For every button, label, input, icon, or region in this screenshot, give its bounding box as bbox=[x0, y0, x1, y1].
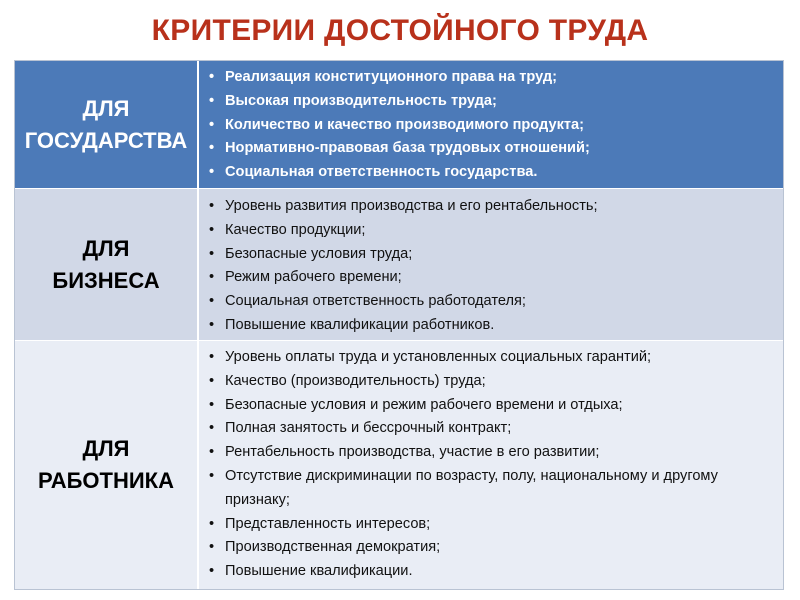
list-item: • Социальная ответственность работодателя; bbox=[207, 290, 777, 314]
row-body-business bbox=[199, 189, 783, 340]
row-header-business bbox=[15, 189, 199, 340]
table-row-worker bbox=[15, 341, 783, 589]
row-header-line1: ДЛЯ bbox=[82, 436, 130, 461]
list-item: • Представленность интересов; bbox=[207, 513, 777, 537]
list-item: • Безопасные условия труда; bbox=[207, 243, 777, 267]
row-body-state bbox=[199, 61, 783, 188]
row-header-worker bbox=[15, 341, 199, 589]
page-title: КРИТЕРИИ ДОСТОЙНОГО ТРУДА bbox=[151, 14, 649, 47]
table-row-state bbox=[15, 61, 783, 189]
list-item: • Качество (производительность) труда; bbox=[207, 370, 777, 394]
list-item: • Количество и качество производимого продукта; bbox=[207, 114, 777, 138]
row-header-line2: РАБОТНИКА bbox=[37, 468, 174, 493]
criteria-list bbox=[207, 195, 777, 338]
list-item: • Качество продукции; bbox=[207, 219, 777, 243]
list-item: • Отсутствие дискриминации по возрасту, полу, национальному и другому признаку; bbox=[207, 465, 777, 513]
list-item: • Режим рабочего времени; bbox=[207, 266, 777, 290]
row-body-worker bbox=[199, 341, 783, 589]
list-item: • Высокая производительность труда; bbox=[207, 90, 777, 114]
list-item: • Нормативно-правовая база трудовых отношений; bbox=[207, 137, 777, 161]
row-header-line2: ГОСУДАРСТВА bbox=[24, 127, 188, 153]
table-row-business bbox=[15, 189, 783, 341]
list-item: • Повышение квалификации. bbox=[207, 560, 777, 584]
criteria-table bbox=[14, 60, 784, 590]
list-item: • Повышение квалификации работников. bbox=[207, 314, 777, 338]
criteria-list bbox=[207, 66, 777, 185]
criteria-list bbox=[207, 346, 777, 584]
list-item: • Уровень оплаты труда и установленных социальных гарантий; bbox=[207, 346, 777, 370]
list-item: • Безопасные условия и режим рабочего времени и отдыха; bbox=[207, 394, 777, 418]
row-header-line1: ДЛЯ bbox=[82, 235, 130, 261]
list-item: • Социальная ответственность государства. bbox=[207, 161, 777, 185]
list-item: • Уровень развития производства и его рентабельность; bbox=[207, 195, 777, 219]
list-item: • Реализация конституционного права на труд; bbox=[207, 66, 777, 90]
row-header-line2: БИЗНЕСА bbox=[52, 267, 160, 293]
row-header-state bbox=[15, 61, 199, 188]
row-header-line1: ДЛЯ bbox=[82, 95, 130, 121]
list-item: • Полная занятость и бессрочный контракт; bbox=[207, 417, 777, 441]
list-item: • Производственная демократия; bbox=[207, 536, 777, 560]
list-item: • Рентабельность производства, участие в его развитии; bbox=[207, 441, 777, 465]
